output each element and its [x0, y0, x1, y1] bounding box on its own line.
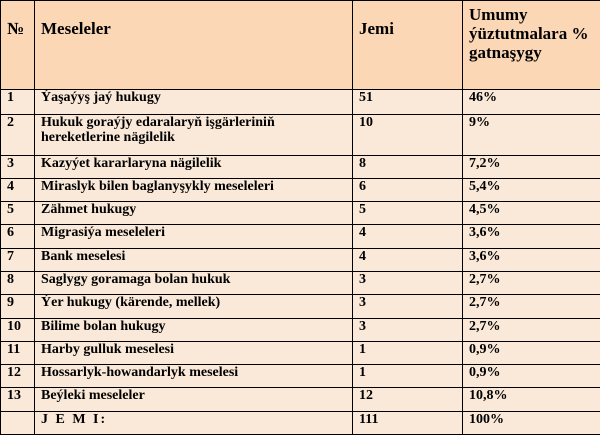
totals-total: 111: [353, 411, 463, 434]
row-share: 4,5%: [463, 202, 600, 225]
row-number: 8: [1, 272, 35, 295]
row-number: 3: [1, 155, 35, 178]
row-share: 46%: [463, 90, 600, 115]
totals-number-cell: [1, 411, 35, 434]
header-topic: Meseleler: [35, 1, 353, 90]
row-topic: Ýer hukugy (kärende, mellek): [35, 295, 353, 318]
row-topic: Miraslyk bilen baglanyşykly meseleleri: [35, 178, 353, 201]
row-total: 12: [353, 388, 463, 411]
row-share: 5,4%: [463, 178, 600, 201]
table-row: [1, 225, 600, 248]
table-row: [1, 155, 600, 178]
table-row: [1, 318, 600, 341]
row-share: 0,9%: [463, 341, 600, 364]
row-share: 2,7%: [463, 272, 600, 295]
row-number: 5: [1, 202, 35, 225]
row-topic: Bilime bolan hukugy: [35, 318, 353, 341]
table-row: [1, 365, 600, 388]
row-total: 51: [353, 90, 463, 115]
row-total: 8: [353, 155, 463, 178]
table-row: [1, 90, 600, 115]
row-topic: Bank meselesi: [35, 248, 353, 271]
totals-label: J E M I:: [35, 411, 353, 434]
table-row: [1, 248, 600, 271]
totals-row: [1, 411, 600, 434]
table-row: [1, 272, 600, 295]
row-topic: Hossarlyk-howandarlyk meselesi: [35, 365, 353, 388]
row-number: 6: [1, 225, 35, 248]
table-row: [1, 202, 600, 225]
row-share: 9%: [463, 115, 600, 155]
table-row: [1, 388, 600, 411]
row-share: 2,7%: [463, 295, 600, 318]
header-share: Umumy ýüztutmalara % gatnaşygy: [463, 1, 600, 90]
table-row: [1, 115, 600, 155]
row-number: 1: [1, 90, 35, 115]
totals-share: 100%: [463, 411, 600, 434]
row-total: 4: [353, 225, 463, 248]
row-share: 3,6%: [463, 225, 600, 248]
row-total: 10: [353, 115, 463, 155]
row-share: 0,9%: [463, 365, 600, 388]
row-topic: Harby gulluk meselesi: [35, 341, 353, 364]
row-topic: Kazyýet kararlaryna nägilelik: [35, 155, 353, 178]
row-total: 1: [353, 341, 463, 364]
table-row: [1, 178, 600, 201]
table-body: [1, 90, 600, 435]
row-topic: Ýaşaýyş jaý hukugy: [35, 90, 353, 115]
row-number: 11: [1, 341, 35, 364]
row-topic: Migrasiýa meseleleri: [35, 225, 353, 248]
row-number: 9: [1, 295, 35, 318]
row-share: 10,8%: [463, 388, 600, 411]
row-topic: Saglygy goramaga bolan hukuk: [35, 272, 353, 295]
row-share: 7,2%: [463, 155, 600, 178]
row-total: 6: [353, 178, 463, 201]
row-number: 13: [1, 388, 35, 411]
table-row: [1, 341, 600, 364]
row-number: 12: [1, 365, 35, 388]
row-share: 3,6%: [463, 248, 600, 271]
row-number: 7: [1, 248, 35, 271]
row-share: 2,7%: [463, 318, 600, 341]
header-number: №: [1, 1, 35, 90]
row-number: 10: [1, 318, 35, 341]
row-topic: Beýleki meseleler: [35, 388, 353, 411]
row-number: 4: [1, 178, 35, 201]
header-row: [1, 1, 600, 90]
row-total: 5: [353, 202, 463, 225]
table-header: [1, 1, 600, 90]
row-total: 3: [353, 318, 463, 341]
header-total: Jemi: [353, 1, 463, 90]
row-total: 3: [353, 295, 463, 318]
row-number: 2: [1, 115, 35, 155]
row-topic: Hukuk goraýjy edaralaryň işgärleriniň hereketlerine nägilelik: [35, 115, 353, 155]
row-total: 3: [353, 272, 463, 295]
row-total: 1: [353, 365, 463, 388]
table-row: [1, 295, 600, 318]
row-total: 4: [353, 248, 463, 271]
row-topic: Zähmet hukugy: [35, 202, 353, 225]
